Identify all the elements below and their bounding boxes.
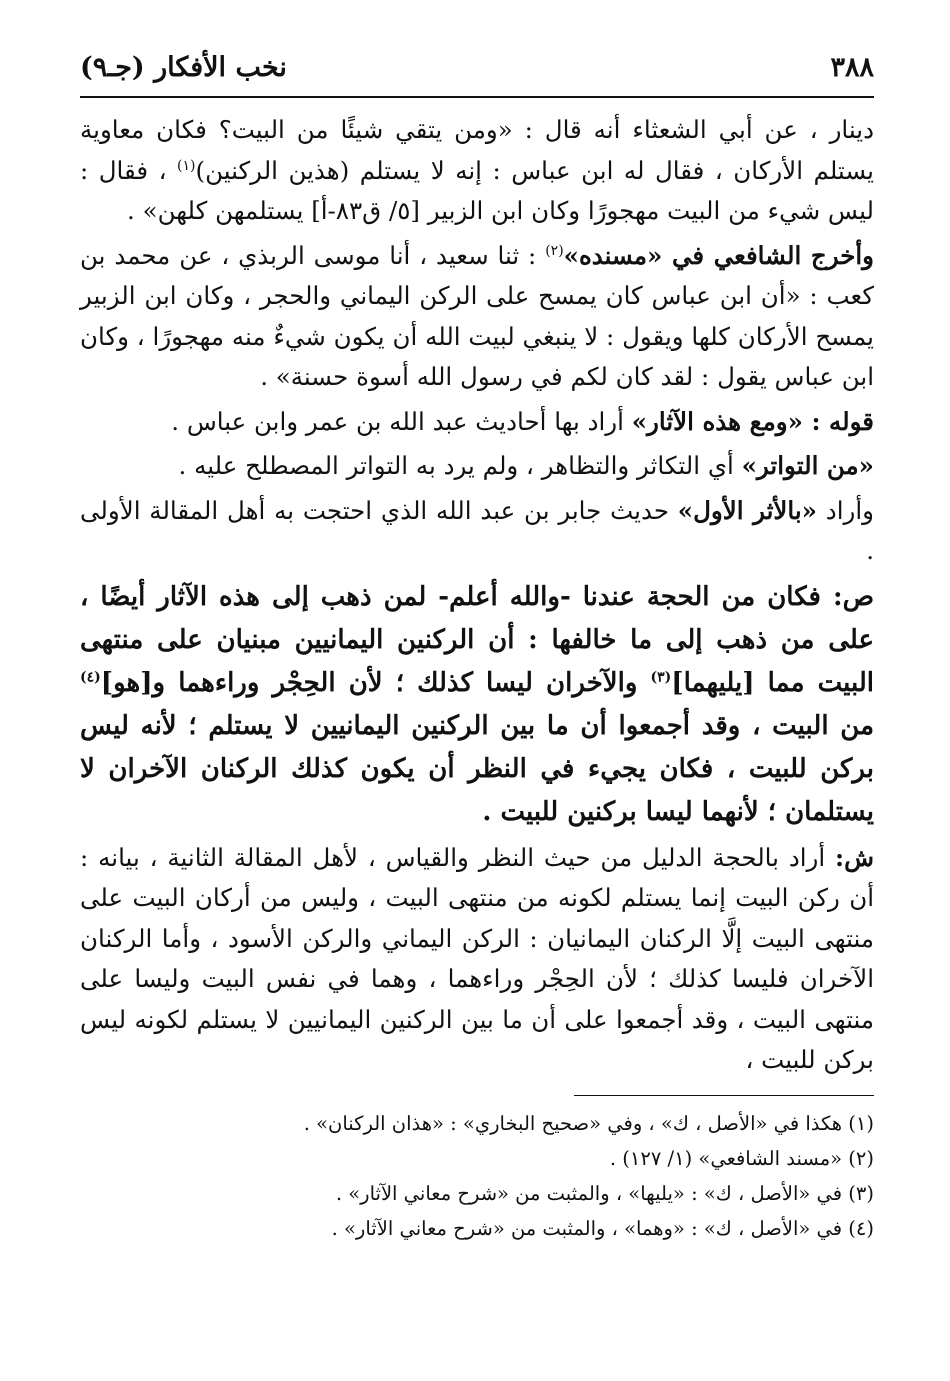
paragraph-6-part-c: من البيت ، وقد أجمعوا أن ما بين الركنين اليمانيين لا يستلم ؛ لأنه ليس بركن للبيت ، فكان يجيء في النظر أن يكون كذلك الركنان الآخران لا يستلمان ؛ لأنهما ليسا بركنين للبيت . bbox=[80, 710, 874, 827]
paragraph-3-text: أراد بها أحاديث عبد الله بن عمر وابن عباس . bbox=[171, 406, 632, 436]
paragraph-2 bbox=[80, 236, 874, 398]
footnote-divider bbox=[574, 1095, 874, 1096]
footnote-1: (١) هكذا في «الأصل ، ك» ، وفي «صحيح البخاري» : «هذان الركنان» . bbox=[303, 1111, 874, 1135]
footnote-ref-3: (٣) bbox=[650, 668, 672, 685]
footnotes bbox=[80, 1106, 874, 1246]
paragraph-5-lead: «بالأثر الأول» bbox=[677, 495, 817, 525]
paragraph-7-lead: ش: bbox=[835, 842, 874, 872]
paragraph-3 bbox=[80, 402, 874, 443]
main-text bbox=[80, 110, 874, 1081]
footnote-3: (٣) في «الأصل ، ك» : «يليها» ، والمثبت من «شرح معاني الآثار» . bbox=[335, 1181, 874, 1205]
footnote-2: (٢) «مسند الشافعي» (١/ ١٢٧) . bbox=[609, 1146, 874, 1170]
page-header bbox=[80, 52, 874, 98]
paragraph-5-start: وأراد bbox=[816, 495, 874, 525]
paragraph-1 bbox=[80, 110, 874, 232]
footnote-ref-2: (٢) bbox=[545, 242, 564, 259]
paragraph-6-part-a: ص: فكان من الحجة عندنا -والله أعلم- لمن ذهب إلى هذه الآثار أيضًا ، على من ذهب إلى ما خالفها : أن الركنين اليمانيين مبنيان على منتهى البيت مما [يليهما] bbox=[80, 581, 874, 698]
page-number: ٣٨٨ bbox=[830, 52, 874, 83]
footnote-ref-4: (٤) bbox=[80, 668, 101, 685]
paragraph-6-part-b: والآخران ليسا كذلك ؛ لأن الحِجْر وراءهما و[هو] bbox=[100, 667, 651, 698]
paragraph-4-text: أي التكاثر والتظاهر ، ولم يرد به التواتر المصطلح عليه . bbox=[178, 451, 742, 480]
footnote-ref-1: (١) bbox=[177, 157, 196, 174]
paragraph-4 bbox=[80, 446, 874, 487]
paragraph-3-lead: قوله : «ومع هذه الآثار» bbox=[631, 406, 874, 436]
paragraph-1-text: دينار ، عن أبي الشعثاء أنه قال : «ومن يتقي شيئًا من البيت؟ فكان معاوية يستلم الأركان ، فقال له ابن عباس : إنه لا يستلم (هذين الركنين) bbox=[80, 115, 875, 185]
paragraph-5 bbox=[80, 491, 874, 572]
paragraph-7-sharh bbox=[80, 838, 874, 1081]
book-title: نخب الأفكار (جـ٩) bbox=[80, 52, 287, 83]
paragraph-5-text: حديث جابر بن عبد الله الذي احتجت به أهل المقالة الأولى . bbox=[80, 495, 874, 565]
paragraph-2-text: : ثنا سعيد ، أنا موسى الربذي ، عن محمد بن كعب : «أن ابن عباس كان يمسح على الركن اليماني والحجر ، وكان ابن الزبير يمسح الأركان كلها ويقول : لا ينبغي لبيت الله أن يكون شيءٌ منه مهجورًا ، وكان ابن عباس يقول : لقد كان لكم في رسول الله أسوة حسنة» . bbox=[80, 240, 874, 391]
paragraph-1-tail: ، فقال : ليس شيء من البيت مهجورًا وكان ابن الزبير [٥/ ق٨٣-أ] يستلمهن كلهن» . bbox=[80, 155, 874, 225]
paragraph-4-lead: «من التواتر» bbox=[741, 451, 874, 480]
document-page bbox=[80, 52, 874, 1246]
paragraph-6-matn bbox=[80, 576, 874, 834]
footnote-4: (٤) في «الأصل ، ك» : «وهما» ، والمثبت من «شرح معاني الآثار» . bbox=[331, 1216, 874, 1240]
paragraph-7-text: أراد بالحجة الدليل من حيث النظر والقياس ، لأهل المقالة الثانية ، بيانه : أن ركن البيت إنما يستلم لكونه من منتهى البيت ، وليس من أركان البيت على منتهى البيت إلَّا الركنان اليمانيان : الركن اليماني والركن الأسود ، وأما الركنان الآخران فليسا كذلك ؛ لأن الحِجْر وراءهما ، وهما في نفس البيت وليسا على منتهى البيت ، وقد أجمعوا على أن ما بين الركنين اليمانيين لا يستلم لكونه ليس بركن للبيت ، bbox=[80, 842, 874, 1074]
paragraph-2-lead: وأخرج الشافعي في «مسنده» bbox=[563, 240, 875, 270]
